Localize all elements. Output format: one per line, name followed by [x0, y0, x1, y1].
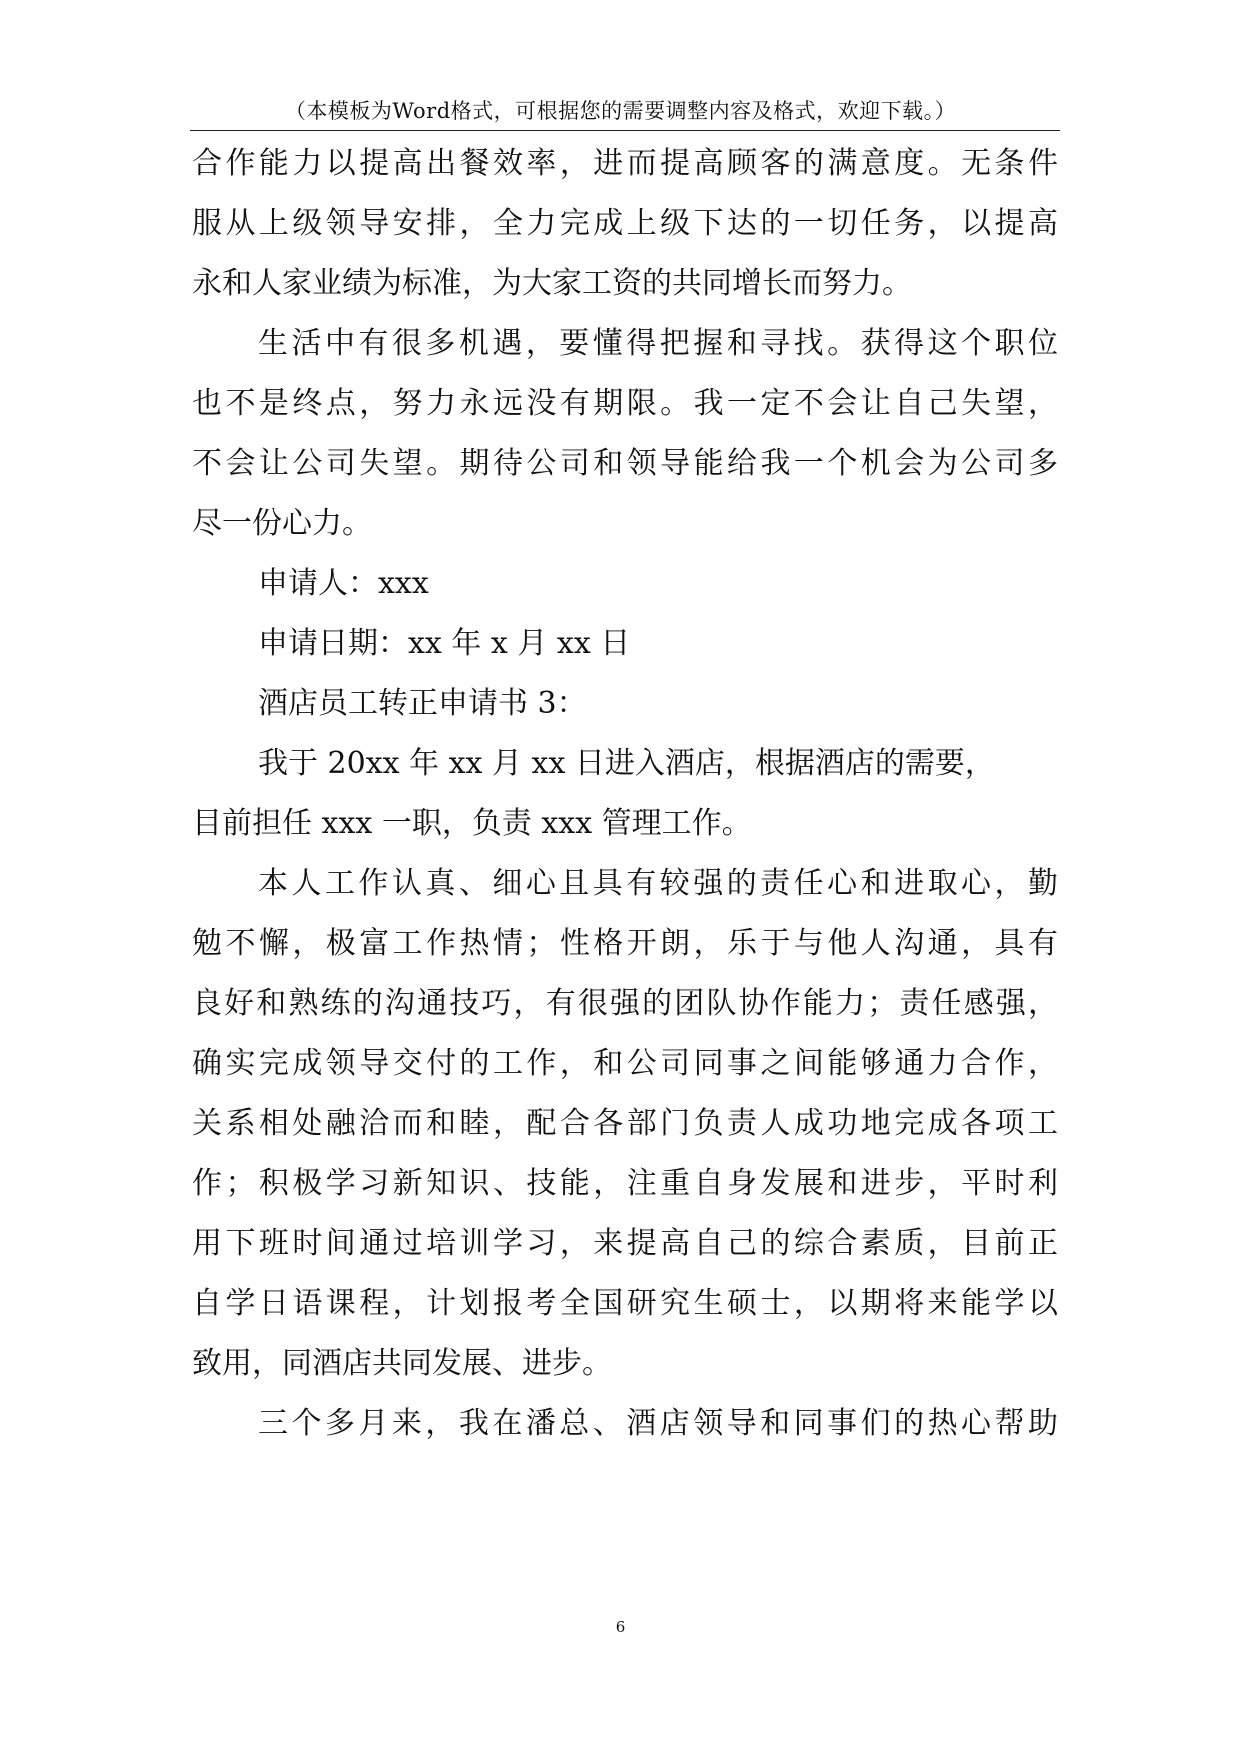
paragraph-line: 我于 20xx 年 xx 月 xx 日进入酒店，根据酒店的需要， — [258, 746, 995, 781]
paragraph-line: 三个多月来，我在潘总、酒店领导和同事们的热心帮助 — [258, 1406, 1058, 1441]
paragraph-line: 良好和熟练的沟通技巧，有很强的团队协作能力；责任感强， — [192, 986, 1058, 1021]
paragraph-line: 合作能力以提高出餐效率，进而提高顾客的满意度。无条件 — [192, 146, 1058, 181]
paragraph-line: 不会让公司失望。期待公司和领导能给我一个机会为公司多 — [192, 446, 1058, 481]
paragraph-line: 作；积极学习新知识、技能，注重自身发展和进步，平时利 — [192, 1166, 1058, 1201]
template-notice: （本模板为Word格式，可根据您的需要调整内容及格式，欢迎下载。） — [284, 99, 957, 123]
paragraph-line: 生活中有很多机遇，要懂得把握和寻找。获得这个职位 — [258, 326, 1058, 361]
section-title: 酒店员工转正申请书 3： — [258, 686, 587, 721]
paragraph-line: 用下班时间通过培训学习，来提高自己的综合素质，目前正 — [192, 1226, 1058, 1261]
application-date-line: 申请日期：xx 年 x 月 xx 日 — [258, 626, 631, 661]
paragraph-line: 致用，同酒店共同发展、进步。 — [192, 1346, 612, 1381]
paragraph-line: 自学日语课程，计划报考全国研究生硕士，以期将来能学以 — [192, 1286, 1058, 1321]
page-number: 6 — [615, 1618, 626, 1636]
paragraph-line: 确实完成领导交付的工作，和公司同事之间能够通力合作， — [192, 1046, 1058, 1081]
applicant-line: 申请人：xxx — [258, 566, 429, 601]
paragraph-line: 勉不懈，极富工作热情；性格开朗，乐于与他人沟通，具有 — [192, 926, 1058, 961]
header-divider — [190, 130, 1060, 131]
paragraph-line: 也不是终点，努力永远没有期限。我一定不会让自己失望， — [192, 386, 1058, 421]
paragraph-line: 尽一份心力。 — [192, 506, 372, 541]
paragraph-line: 本人工作认真、细心且具有较强的责任心和进取心，勤 — [258, 866, 1058, 901]
paragraph-line: 永和人家业绩为标准，为大家工资的共同增长而努力。 — [192, 266, 912, 301]
paragraph-line: 服从上级领导安排，全力完成上级下达的一切任务，以提高 — [192, 206, 1058, 241]
paragraph-line: 目前担任 xxx 一职，负责 xxx 管理工作。 — [192, 806, 752, 841]
paragraph-line: 关系相处融洽而和睦，配合各部门负责人成功地完成各项工 — [192, 1106, 1058, 1141]
